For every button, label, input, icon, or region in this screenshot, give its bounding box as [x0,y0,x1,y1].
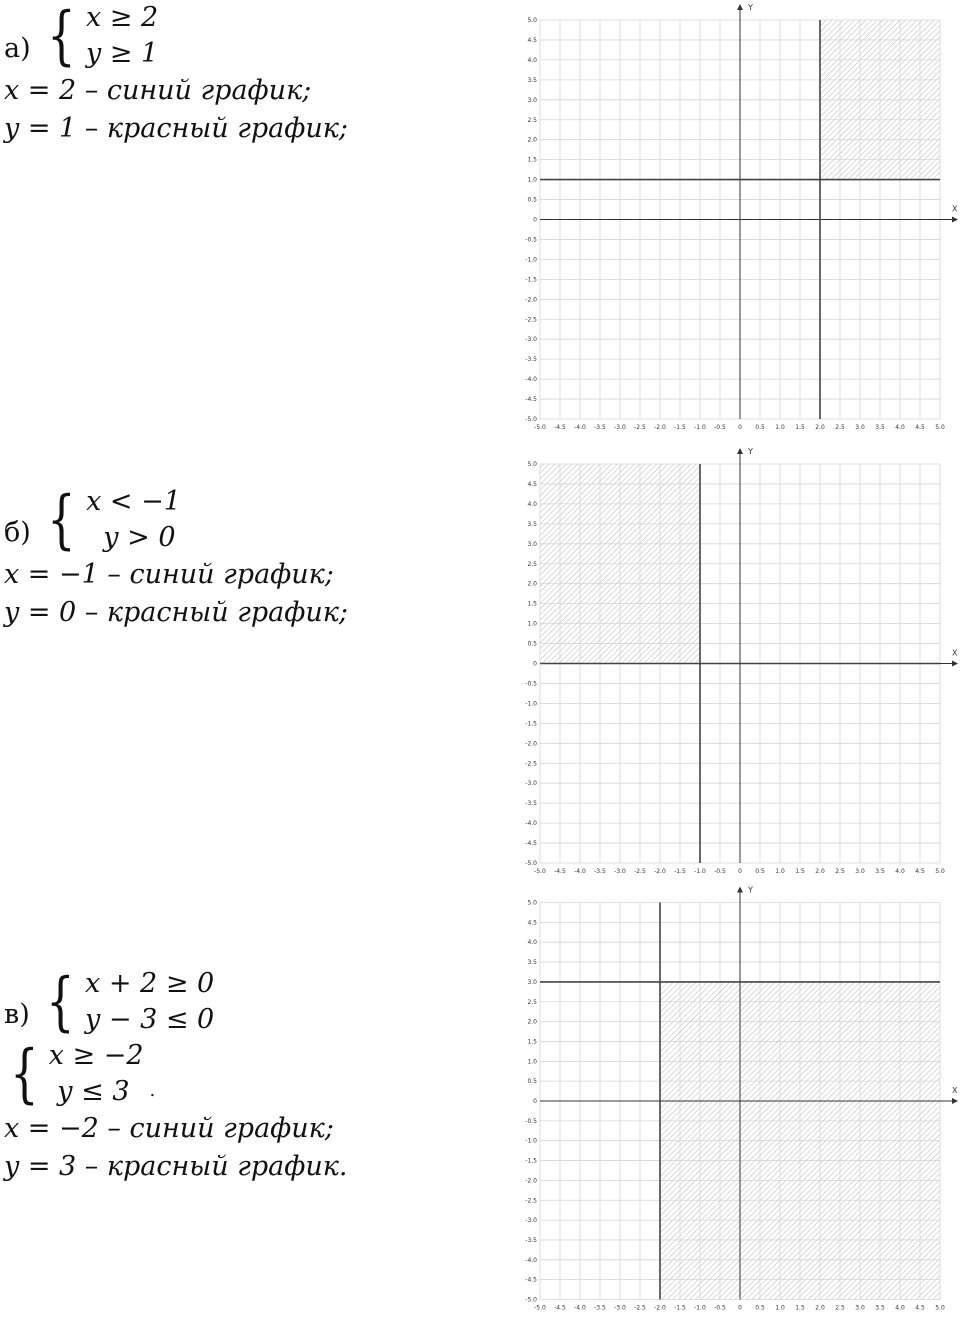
x-tick-label: 2.0 [815,1304,825,1312]
y-tick-label: 5.0 [527,17,537,24]
x-tick-label: -1.5 [674,1304,686,1312]
x-axis-arrow-icon [952,217,958,223]
y-tick-label: 4.0 [527,56,537,64]
x-tick-label: -0.5 [714,1304,726,1312]
x-tick-label: -3.0 [614,868,626,875]
task-label: а) [4,33,31,64]
brace-icon: { [47,0,76,73]
y-axis-arrow-icon [737,448,743,454]
y-tick-label: 5.0 [527,899,537,907]
y-tick-label: -1.0 [525,1137,537,1145]
x-tick-label: 0.5 [755,424,765,431]
note-1: x = −2 – синий график; [4,1113,334,1144]
y-tick-label: 0 [533,660,537,668]
x-tick-label: 5.0 [935,1304,945,1312]
y-tick-label: -5.0 [525,1296,537,1304]
y-tick-label: -5.0 [525,860,537,867]
x-tick-label: 3.0 [855,868,865,875]
y-tick-label: -0.5 [525,236,537,244]
y-axis-label: Y [748,3,753,12]
y-tick-label: -1.5 [525,276,537,284]
x-tick-label: -4.5 [554,1304,566,1312]
y-axis-label: Y [748,885,753,895]
y-tick-label: -4.5 [525,1276,537,1284]
y-tick-label: 4.5 [527,480,537,488]
y-tick-label: 3.0 [527,978,537,986]
y-tick-label: -3.0 [525,336,537,344]
y-tick-label: 1.5 [527,156,537,164]
y-tick-label: 2.0 [527,580,537,588]
x-tick-label: 4.0 [895,868,905,875]
x-tick-label: 2.0 [815,424,825,431]
task-c [4,966,348,1186]
y-tick-label: 4.0 [527,939,537,947]
x-tick-label: -2.0 [654,868,666,875]
x-tick-label: 4.0 [895,1304,905,1312]
y-axis-arrow-icon [737,4,743,10]
chart-b-svg [518,444,960,884]
x-tick-label: -4.0 [574,424,586,431]
task-label: б) [4,517,31,548]
x-tick-label: -5.0 [534,424,546,431]
note-2: y = 0 – красный график; [4,597,349,628]
inequality-system-2 [4,1038,155,1110]
y-tick-label: -2.5 [525,1197,537,1205]
y-tick-label: 2.0 [527,1018,537,1026]
x-axis-label: X [952,648,958,658]
y-tick-label: -2.0 [525,296,537,304]
x-tick-label: 4.5 [915,1304,925,1312]
y-tick-label: 3.0 [527,540,537,548]
y-tick-label: 2.0 [527,136,537,144]
x-tick-label: 4.0 [895,424,905,431]
system-line [4,966,348,1038]
note-1: x = 2 – синий график; [4,75,312,106]
x-tick-label: -1.5 [674,868,686,875]
x-tick-label: -5.0 [534,868,546,875]
x-tick-label: 2.0 [815,868,825,875]
chart-b [518,444,960,884]
y-tick-label: 0.5 [527,1078,537,1086]
y-tick-label: 3.5 [527,520,537,528]
system-line-2 [4,1038,348,1110]
inequality-1: x ≥ 2 [85,2,159,33]
x-tick-label: -4.5 [554,868,566,875]
x-tick-label: -0.5 [714,424,726,431]
y-tick-label: -1.5 [525,1157,537,1165]
y-tick-label: -0.5 [525,1117,537,1125]
note-2: y = 3 – красный график. [4,1151,348,1182]
x-tick-label: 1.5 [795,1304,805,1312]
y-tick-label: -0.5 [525,680,537,688]
x-tick-label: -2.5 [634,868,646,875]
inequality-1: x < −1 [86,486,181,517]
x-tick-label: -3.5 [594,424,606,431]
x-tick-label: 0 [738,424,742,431]
x-tick-label: 4.5 [915,424,925,431]
x-tick-label: 0 [738,1304,742,1312]
x-tick-label: 5.0 [935,424,945,431]
y-tick-label: -1.5 [525,720,537,728]
x-tick-label: 2.5 [835,868,845,875]
x-tick-label: 3.5 [875,424,885,431]
x-tick-label: -4.5 [554,424,566,431]
y-tick-label: -1.0 [525,700,537,708]
y-tick-label: -2.5 [525,760,537,768]
x-tick-label: -4.0 [574,868,586,875]
x-tick-label: -0.5 [714,868,726,875]
y-axis-arrow-icon [737,887,743,893]
y-tick-label: -3.5 [525,356,537,364]
x-tick-label: -4.0 [574,1304,586,1312]
y-tick-label: -4.5 [525,840,537,848]
y-tick-label: -4.0 [525,376,537,384]
y-tick-label: 0.5 [527,196,537,204]
y-tick-label: -1.0 [525,256,537,264]
y-tick-label: -3.0 [525,1217,537,1225]
y-tick-label: -2.0 [525,1177,537,1185]
x-axis-arrow-icon [952,1098,958,1104]
y-tick-label: -2.0 [525,740,537,748]
y-tick-label: 1.0 [527,1058,537,1066]
y-tick-label: 1.0 [527,620,537,628]
x-tick-label: 3.0 [855,1304,865,1312]
x-tick-label: 1.0 [775,868,785,875]
x-tick-label: -2.5 [634,424,646,431]
x-tick-label: 1.5 [795,868,805,875]
y-tick-label: 3.0 [527,96,537,104]
x-tick-label: 0.5 [755,1304,765,1312]
inequality-3: x ≥ −2 [48,1040,144,1071]
x-tick-label: -3.0 [614,424,626,431]
inequality-2: y > 0 [86,522,176,553]
x-tick-label: -1.0 [694,424,706,431]
inequality-system [39,0,158,72]
y-tick-label: 1.5 [527,600,537,608]
x-tick-label: -1.0 [694,1304,706,1312]
x-axis-label: X [952,1086,958,1095]
x-tick-label: -1.5 [674,424,686,431]
y-tick-label: 3.5 [527,76,537,84]
x-tick-label: -5.0 [534,1304,546,1312]
y-tick-label: -4.5 [525,396,537,404]
note-1: x = −1 – синий график; [4,559,334,590]
x-tick-label: -2.0 [654,424,666,431]
chart-c [518,878,960,1318]
y-tick-label: 1.5 [527,1038,537,1046]
y-tick-label: -3.5 [525,800,537,808]
inequality-system [38,966,214,1038]
x-axis-label: X [952,204,958,214]
inequality-system [39,484,181,556]
y-tick-label: -4.0 [525,1256,537,1264]
x-tick-label: -2.5 [634,1304,646,1312]
chart-a [518,0,960,440]
y-tick-label: 0 [533,216,537,224]
system-line [4,484,348,556]
y-tick-label: 4.0 [527,500,537,508]
brace-icon: { [46,965,75,1039]
chart-c-svg [518,878,960,1318]
y-tick-label: 4.5 [527,36,537,44]
y-tick-label: -2.5 [525,316,537,324]
x-tick-label: 1.0 [775,1304,785,1312]
y-axis-label: Y [748,447,753,456]
y-tick-label: -5.0 [525,416,537,423]
y-tick-label: 3.5 [527,959,537,967]
task-a [4,0,348,148]
note-2: y = 1 – красный график; [4,113,349,144]
inequality-4: y ≤ 3 [48,1076,130,1107]
x-tick-label: -3.5 [594,1304,606,1312]
x-tick-label: 0.5 [755,868,765,875]
y-tick-label: 2.5 [527,116,537,124]
y-tick-label: 4.5 [527,919,537,927]
y-tick-label: -3.5 [525,1236,537,1244]
y-tick-label: 1.0 [527,176,537,184]
inequality-1: x + 2 ≥ 0 [85,968,215,999]
x-tick-label: 1.5 [795,424,805,431]
system-line [4,0,348,72]
task-label: в) [4,999,30,1030]
system-suffix: . [149,1080,156,1101]
y-tick-label: 5.0 [527,461,537,468]
inequality-2: y − 3 ≤ 0 [85,1004,215,1035]
y-tick-label: 2.5 [527,560,537,568]
x-tick-label: -1.0 [694,868,706,875]
y-tick-label: 0 [533,1098,537,1105]
x-tick-label: -3.0 [614,1304,626,1312]
x-axis-arrow-icon [952,661,958,667]
x-tick-label: 3.0 [855,424,865,431]
x-tick-label: 3.5 [875,1304,885,1312]
x-tick-label: 3.5 [875,868,885,875]
x-tick-label: 5.0 [935,868,945,875]
y-tick-label: -4.0 [525,820,537,828]
brace-icon: { [10,1037,39,1111]
inequality-2: y ≥ 1 [85,38,159,69]
chart-a-svg [518,0,960,440]
x-tick-label: -3.5 [594,868,606,875]
x-tick-label: -2.0 [654,1304,666,1312]
x-tick-label: 0 [738,868,742,875]
x-tick-label: 2.5 [835,424,845,431]
y-tick-label: 0.5 [527,640,537,648]
y-tick-label: -3.0 [525,780,537,788]
x-tick-label: 2.5 [835,1304,845,1312]
brace-icon: { [47,483,77,557]
x-tick-label: 1.0 [775,424,785,431]
y-tick-label: 2.5 [527,998,537,1006]
task-b [4,484,348,632]
x-tick-label: 4.5 [915,868,925,875]
